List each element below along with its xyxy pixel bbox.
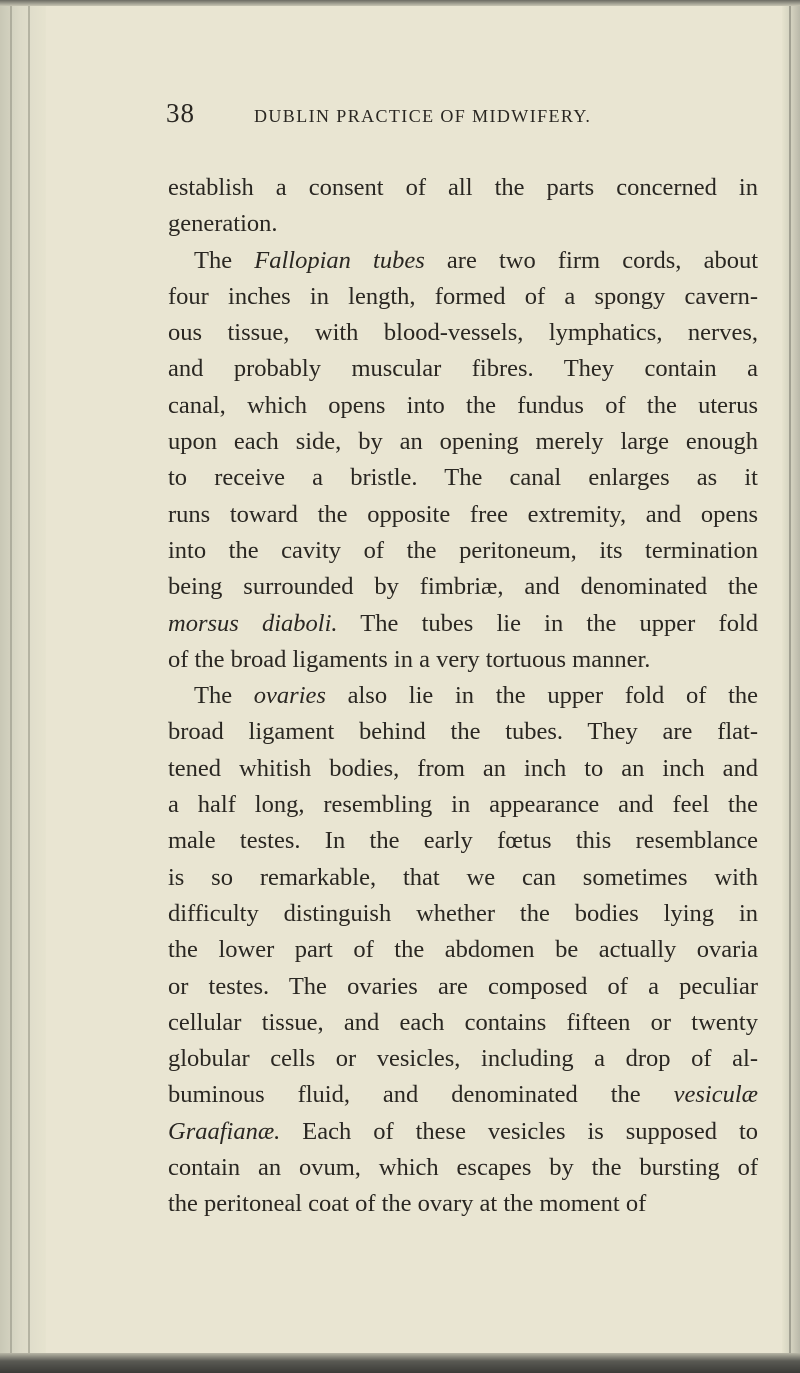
text-line bbox=[168, 1150, 758, 1186]
text-line bbox=[168, 533, 758, 569]
text-line bbox=[168, 896, 758, 932]
text-line bbox=[168, 642, 758, 678]
text-line bbox=[168, 315, 758, 351]
text-line bbox=[168, 206, 758, 242]
text-line bbox=[168, 1041, 758, 1077]
text-line bbox=[168, 424, 758, 460]
italic-term: Graafianæ. bbox=[168, 1117, 281, 1145]
text-line bbox=[168, 1077, 758, 1113]
text-line bbox=[168, 243, 758, 279]
text-line bbox=[168, 823, 758, 859]
page-top-edge bbox=[0, 0, 800, 6]
text-segment: The bbox=[194, 682, 254, 710]
italic-term: Fallopian tubes bbox=[254, 246, 425, 274]
text-segment: generation. bbox=[168, 210, 278, 238]
text-segment: are two firm cords, about bbox=[424, 246, 758, 274]
text-line bbox=[168, 388, 758, 424]
text-line bbox=[168, 170, 758, 206]
page-bottom-edge bbox=[0, 1353, 800, 1373]
text-segment: the lower part of the abdomen be actually ovaria bbox=[168, 936, 758, 964]
text-line bbox=[168, 969, 758, 1005]
text-segment: runs toward the opposite free extremity, and opens bbox=[168, 500, 758, 528]
text-line bbox=[168, 678, 758, 714]
text-line bbox=[168, 606, 758, 642]
text-segment: ous tissue, with blood-vessels, lymphatics, nerves, bbox=[168, 319, 758, 347]
body-text bbox=[168, 170, 758, 1223]
text-segment: of the broad ligaments in a very tortuous manner. bbox=[168, 645, 651, 673]
text-line bbox=[168, 351, 758, 387]
text-segment: buminous fluid, and denominated the bbox=[168, 1081, 674, 1109]
text-segment: being surrounded by fimbriæ, and denominated the bbox=[168, 573, 758, 601]
page-right-edge bbox=[782, 0, 800, 1373]
text-segment: difficulty distinguish whether the bodies lying in bbox=[168, 899, 758, 927]
gutter-line bbox=[28, 0, 30, 1373]
text-segment: or testes. The ovaries are composed of a peculiar bbox=[168, 972, 758, 1000]
text-segment: broad ligament behind the tubes. They are flat- bbox=[168, 718, 758, 746]
text-line bbox=[168, 1114, 758, 1150]
text-segment: establish a consent of all the parts concerned in bbox=[168, 174, 758, 201]
page-edge-line bbox=[789, 0, 791, 1373]
text-line bbox=[168, 1186, 758, 1222]
text-segment: the peritoneal coat of the ovary at the moment of bbox=[168, 1190, 647, 1218]
text-segment: four inches in length, formed of a spongy cavern- bbox=[168, 282, 758, 310]
text-line bbox=[168, 751, 758, 787]
page-gutter bbox=[0, 0, 46, 1373]
text-line bbox=[168, 497, 758, 533]
italic-term: ovaries bbox=[253, 682, 326, 710]
text-line bbox=[168, 1005, 758, 1041]
text-segment: The bbox=[194, 246, 255, 274]
text-segment: canal, which opens into the fundus of the uterus bbox=[168, 391, 758, 419]
italic-term: morsus diaboli. bbox=[168, 609, 338, 637]
text-segment: is so remarkable, that we can sometimes with bbox=[168, 863, 758, 891]
text-segment: The tubes lie in the upper fold bbox=[337, 609, 759, 637]
text-line bbox=[168, 860, 758, 896]
text-segment: and probably muscular fibres. They contain a bbox=[168, 355, 758, 383]
text-line bbox=[168, 279, 758, 315]
text-segment: to receive a bristle. The canal enlarges as it bbox=[168, 464, 758, 492]
italic-term: vesiculæ bbox=[673, 1081, 758, 1109]
page-header bbox=[166, 98, 726, 138]
text-segment: upon each side, by an opening merely large enough bbox=[168, 428, 758, 456]
gutter-line bbox=[10, 0, 12, 1373]
text-segment: globular cells or vesicles, including a drop of al- bbox=[168, 1045, 758, 1073]
text-segment: into the cavity of the peritoneum, its termination bbox=[168, 536, 758, 564]
text-segment: contain an ovum, which escapes by the bursting of bbox=[168, 1154, 758, 1182]
running-head: DUBLIN PRACTICE OF MIDWIFERY. bbox=[254, 106, 592, 126]
text-line bbox=[168, 569, 758, 605]
text-segment: Each of these vesicles is supposed to bbox=[280, 1117, 758, 1145]
text-segment: a half long, resembling in appearance and feel the bbox=[168, 791, 758, 819]
text-line bbox=[168, 714, 758, 750]
text-segment: also lie in the upper fold of the bbox=[325, 682, 759, 710]
text-segment: cellular tissue, and each contains fifteen or twenty bbox=[168, 1008, 758, 1036]
text-line bbox=[168, 787, 758, 823]
page-number: 38 bbox=[166, 98, 195, 128]
text-segment: male testes. In the early fœtus this resemblance bbox=[168, 827, 758, 855]
text-line bbox=[168, 460, 758, 496]
text-segment: tened whitish bodies, from an inch to an inch and bbox=[168, 754, 758, 782]
text-line bbox=[168, 932, 758, 968]
